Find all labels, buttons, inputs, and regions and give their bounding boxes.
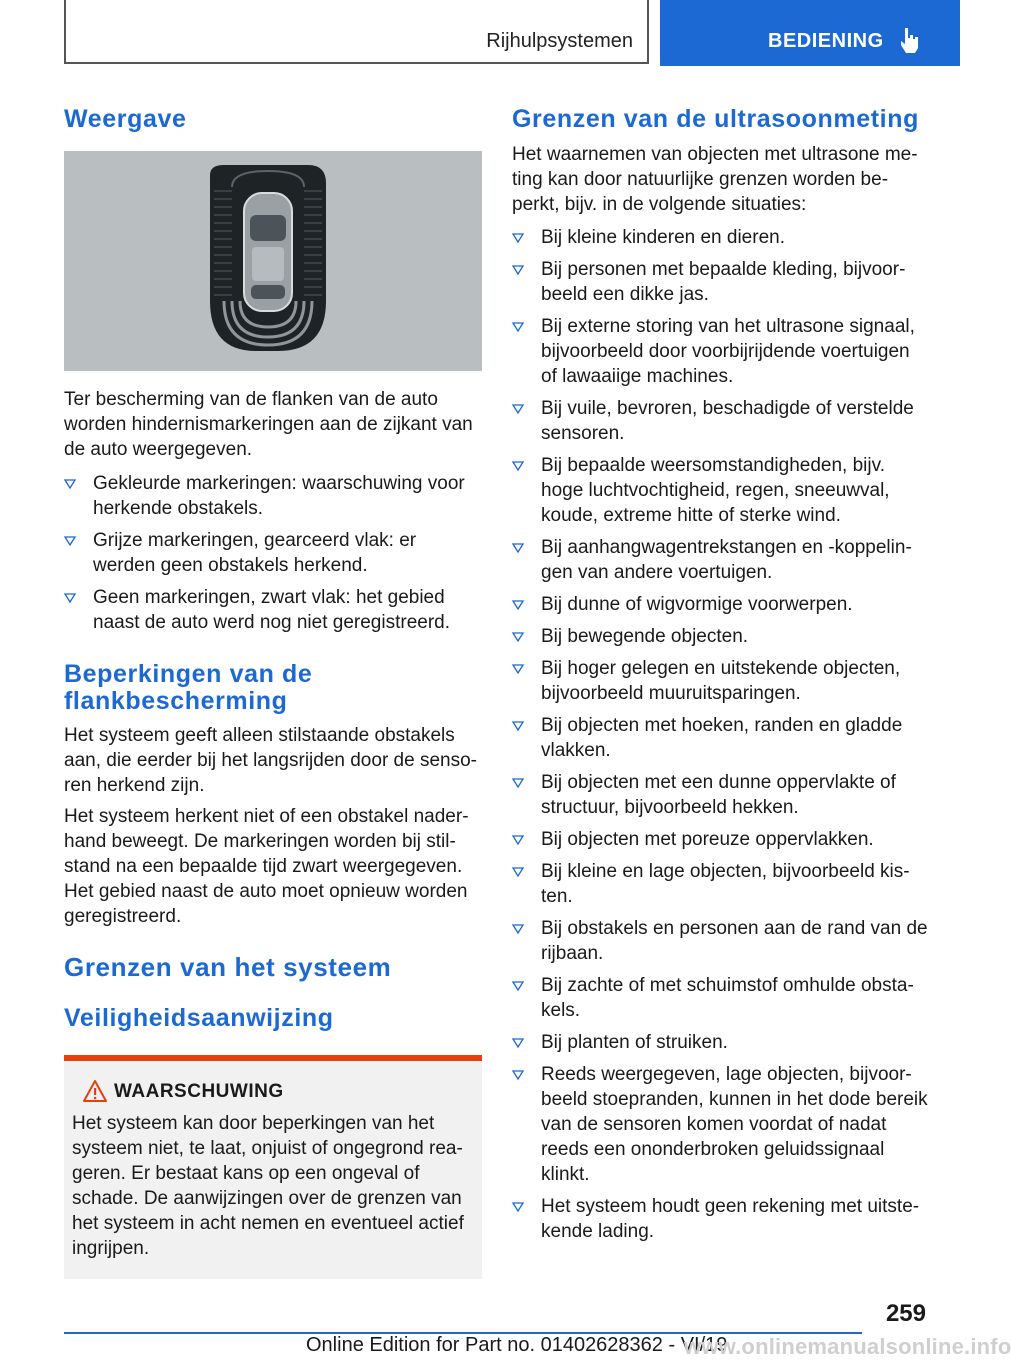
heading-display: Weergave [64, 105, 187, 133]
bullet-triangle-icon [512, 461, 524, 471]
list-item [512, 713, 928, 763]
list-item [512, 859, 928, 909]
list-item [64, 471, 482, 521]
bullet-triangle-icon [512, 632, 524, 642]
warning-title: WAARSCHUWING [114, 1081, 284, 1102]
left-column [64, 100, 482, 1279]
bullet-triangle-icon [512, 404, 524, 414]
bullet-triangle-icon [512, 1202, 524, 1212]
list-item [512, 535, 928, 585]
list-item-text: Bij hoger gelegen en uitstekende objecten, bijvoorbeeld muuruitsparingen. [541, 658, 901, 704]
list-item [512, 396, 928, 446]
bullet-triangle-icon [512, 778, 524, 788]
list-item-text: Bij objecten met hoeken, randen en gladde vlakken. [541, 715, 903, 761]
list-item [512, 1030, 928, 1055]
bullet-triangle-icon [512, 721, 524, 731]
bullet-triangle-icon [512, 322, 524, 332]
list-item [64, 585, 482, 635]
list-item-text: Bij dunne of wigvormige voorwerpen. [541, 594, 853, 615]
list-item-text: Het systeem houdt geen rekening met uitstekende lading. [541, 1196, 920, 1242]
list-item-text: Reeds weergegeven, lage objecten, bijvoorbeeld stoepranden, kunnen in het dode bereik van de sensoren komen voordat of nadat reeds een ononderbroken geluidssignaal klinkt. [541, 1064, 928, 1185]
footer-edition-text: Online Edition for Part no. 01402628362 - VI/19 [306, 1334, 728, 1356]
list-item-text: Bij obstakels en personen aan de rand van de rijbaan. [541, 918, 928, 964]
list-item-text: Gekleurde markeringen: waarschuwing voor herkende obstakels. [93, 473, 465, 519]
list-item [512, 973, 928, 1023]
list-item [64, 528, 482, 578]
list-item-text: Bij bewegende objecten. [541, 626, 749, 647]
list-item-text: Grijze markeringen, gearceerd vlak: er werden geen obstakels herkend. [93, 530, 417, 576]
hand-pointer-icon [898, 26, 922, 54]
ultrasonic-limit-list [512, 225, 928, 1244]
list-item-text: Bij zachte of met schuimstof omhulde obstakels. [541, 975, 914, 1021]
list-item [512, 1194, 928, 1244]
heading-flank-limits: Beperkingen van de flankbescherming [64, 660, 313, 715]
bullet-triangle-icon [64, 479, 76, 489]
bullet-triangle-icon [512, 1070, 524, 1080]
heading-ultrasonic-limits: Grenzen van de ultrasoonmeting [512, 105, 919, 133]
car-top-view-image [64, 151, 482, 371]
header-chapter-label: BEDIENING [768, 30, 884, 52]
list-item [512, 624, 928, 649]
bullet-triangle-icon [512, 600, 524, 610]
bullet-triangle-icon [64, 593, 76, 603]
ultrasonic-intro-text: Het waarnemen van objecten met ultrasone meting kan door natuurlijke grenzen worden beperkt, bijv. in de volgende situaties: [512, 144, 918, 215]
list-item [512, 257, 928, 307]
bullet-triangle-icon [512, 1038, 524, 1048]
bullet-triangle-icon [512, 867, 524, 877]
header-chapter-tab[interactable] [660, 0, 960, 66]
display-marker-list [64, 471, 482, 635]
warning-triangle-icon [82, 1079, 108, 1103]
list-item [512, 656, 928, 706]
bullet-triangle-icon [64, 536, 76, 546]
list-item [512, 916, 928, 966]
list-item-text: Bij vuile, bevroren, beschadigde of verstelde sensoren. [541, 398, 914, 444]
list-item-text: Bij kleine kinderen en dieren. [541, 227, 785, 248]
limits-paragraph-1: Het systeem geeft alleen stilstaande obstakels aan, die eerder bij het langsrijden door de sensoren herkend zijn. [64, 725, 477, 796]
list-item-text: Bij kleine en lage objecten, bijvoorbeeld kisten. [541, 861, 910, 907]
bullet-triangle-icon [512, 664, 524, 674]
list-item [512, 314, 928, 389]
bullet-triangle-icon [512, 543, 524, 553]
display-intro-text: Ter bescherming van de flanken van de auto worden hindernismarkeringen aan de zijkant van de auto weergegeven. [64, 389, 473, 460]
bullet-triangle-icon [512, 835, 524, 845]
list-item-text: Bij objecten met een dunne oppervlakte of structuur, bijvoorbeeld hekken. [541, 772, 896, 818]
bullet-triangle-icon [512, 265, 524, 275]
warning-box [64, 1055, 482, 1279]
heading-safety-note: Veiligheidsaanwijzing [64, 1004, 334, 1032]
list-item [512, 225, 928, 250]
list-item [512, 827, 928, 852]
bullet-triangle-icon [512, 233, 524, 243]
parking-display-illustration [64, 151, 482, 371]
list-item-text: Bij planten of struiken. [541, 1032, 728, 1053]
heading-system-limits: Grenzen van het systeem [64, 952, 392, 982]
list-item-text: Bij bepaalde weersomstandigheden, bijv. hoge luchtvochtigheid, regen, sneeuwval, koude, extreme hitte of sterke wind. [541, 455, 890, 526]
list-item [512, 453, 928, 528]
list-item-text: Bij externe storing van het ultrasone signaal, bijvoorbeeld door voorbijrijdende voertuigen of lawaaiige machines. [541, 316, 915, 387]
list-item-text: Geen markeringen, zwart vlak: het gebied naast de auto werd nog niet geregistreerd. [93, 587, 451, 633]
header-section-box [64, 0, 649, 64]
bullet-triangle-icon [512, 981, 524, 991]
header-section-title: Rijhulpsystemen [486, 30, 633, 52]
list-item-text: Bij personen met bepaalde kleding, bijvoorbeeld een dikke jas. [541, 259, 906, 305]
list-item-text: Bij aanhangwagentrekstangen en -koppelingen van andere voertuigen. [541, 537, 912, 583]
bullet-triangle-icon [512, 924, 524, 934]
list-item-text: Bij objecten met poreuze oppervlakken. [541, 829, 874, 850]
warning-header [72, 1079, 474, 1107]
limits-paragraph-2: Het systeem herkent niet of een obstakel naderhand beweegt. De markeringen worden bij stilstand na een bepaalde tijd zwart weergegeven. Het gebied naast de auto moet opnieuw worden geregistreerd. [64, 806, 469, 927]
list-item [512, 770, 928, 820]
footer-watermark: www.onlinemanualsonline.info [684, 1334, 1011, 1359]
warning-text: Het systeem kan door beperkingen van het systeem niet, te laat, onjuist of ongegrond reageren. Er bestaat kans op een ongeval of schade. De aanwijzingen over de grenzen van het systeem in acht nemen en eventueel actief ingrijpen. [72, 1113, 464, 1259]
list-item [512, 1062, 928, 1187]
page-number: 259 [885, 1300, 926, 1327]
right-column [512, 100, 928, 1251]
list-item [512, 592, 928, 617]
